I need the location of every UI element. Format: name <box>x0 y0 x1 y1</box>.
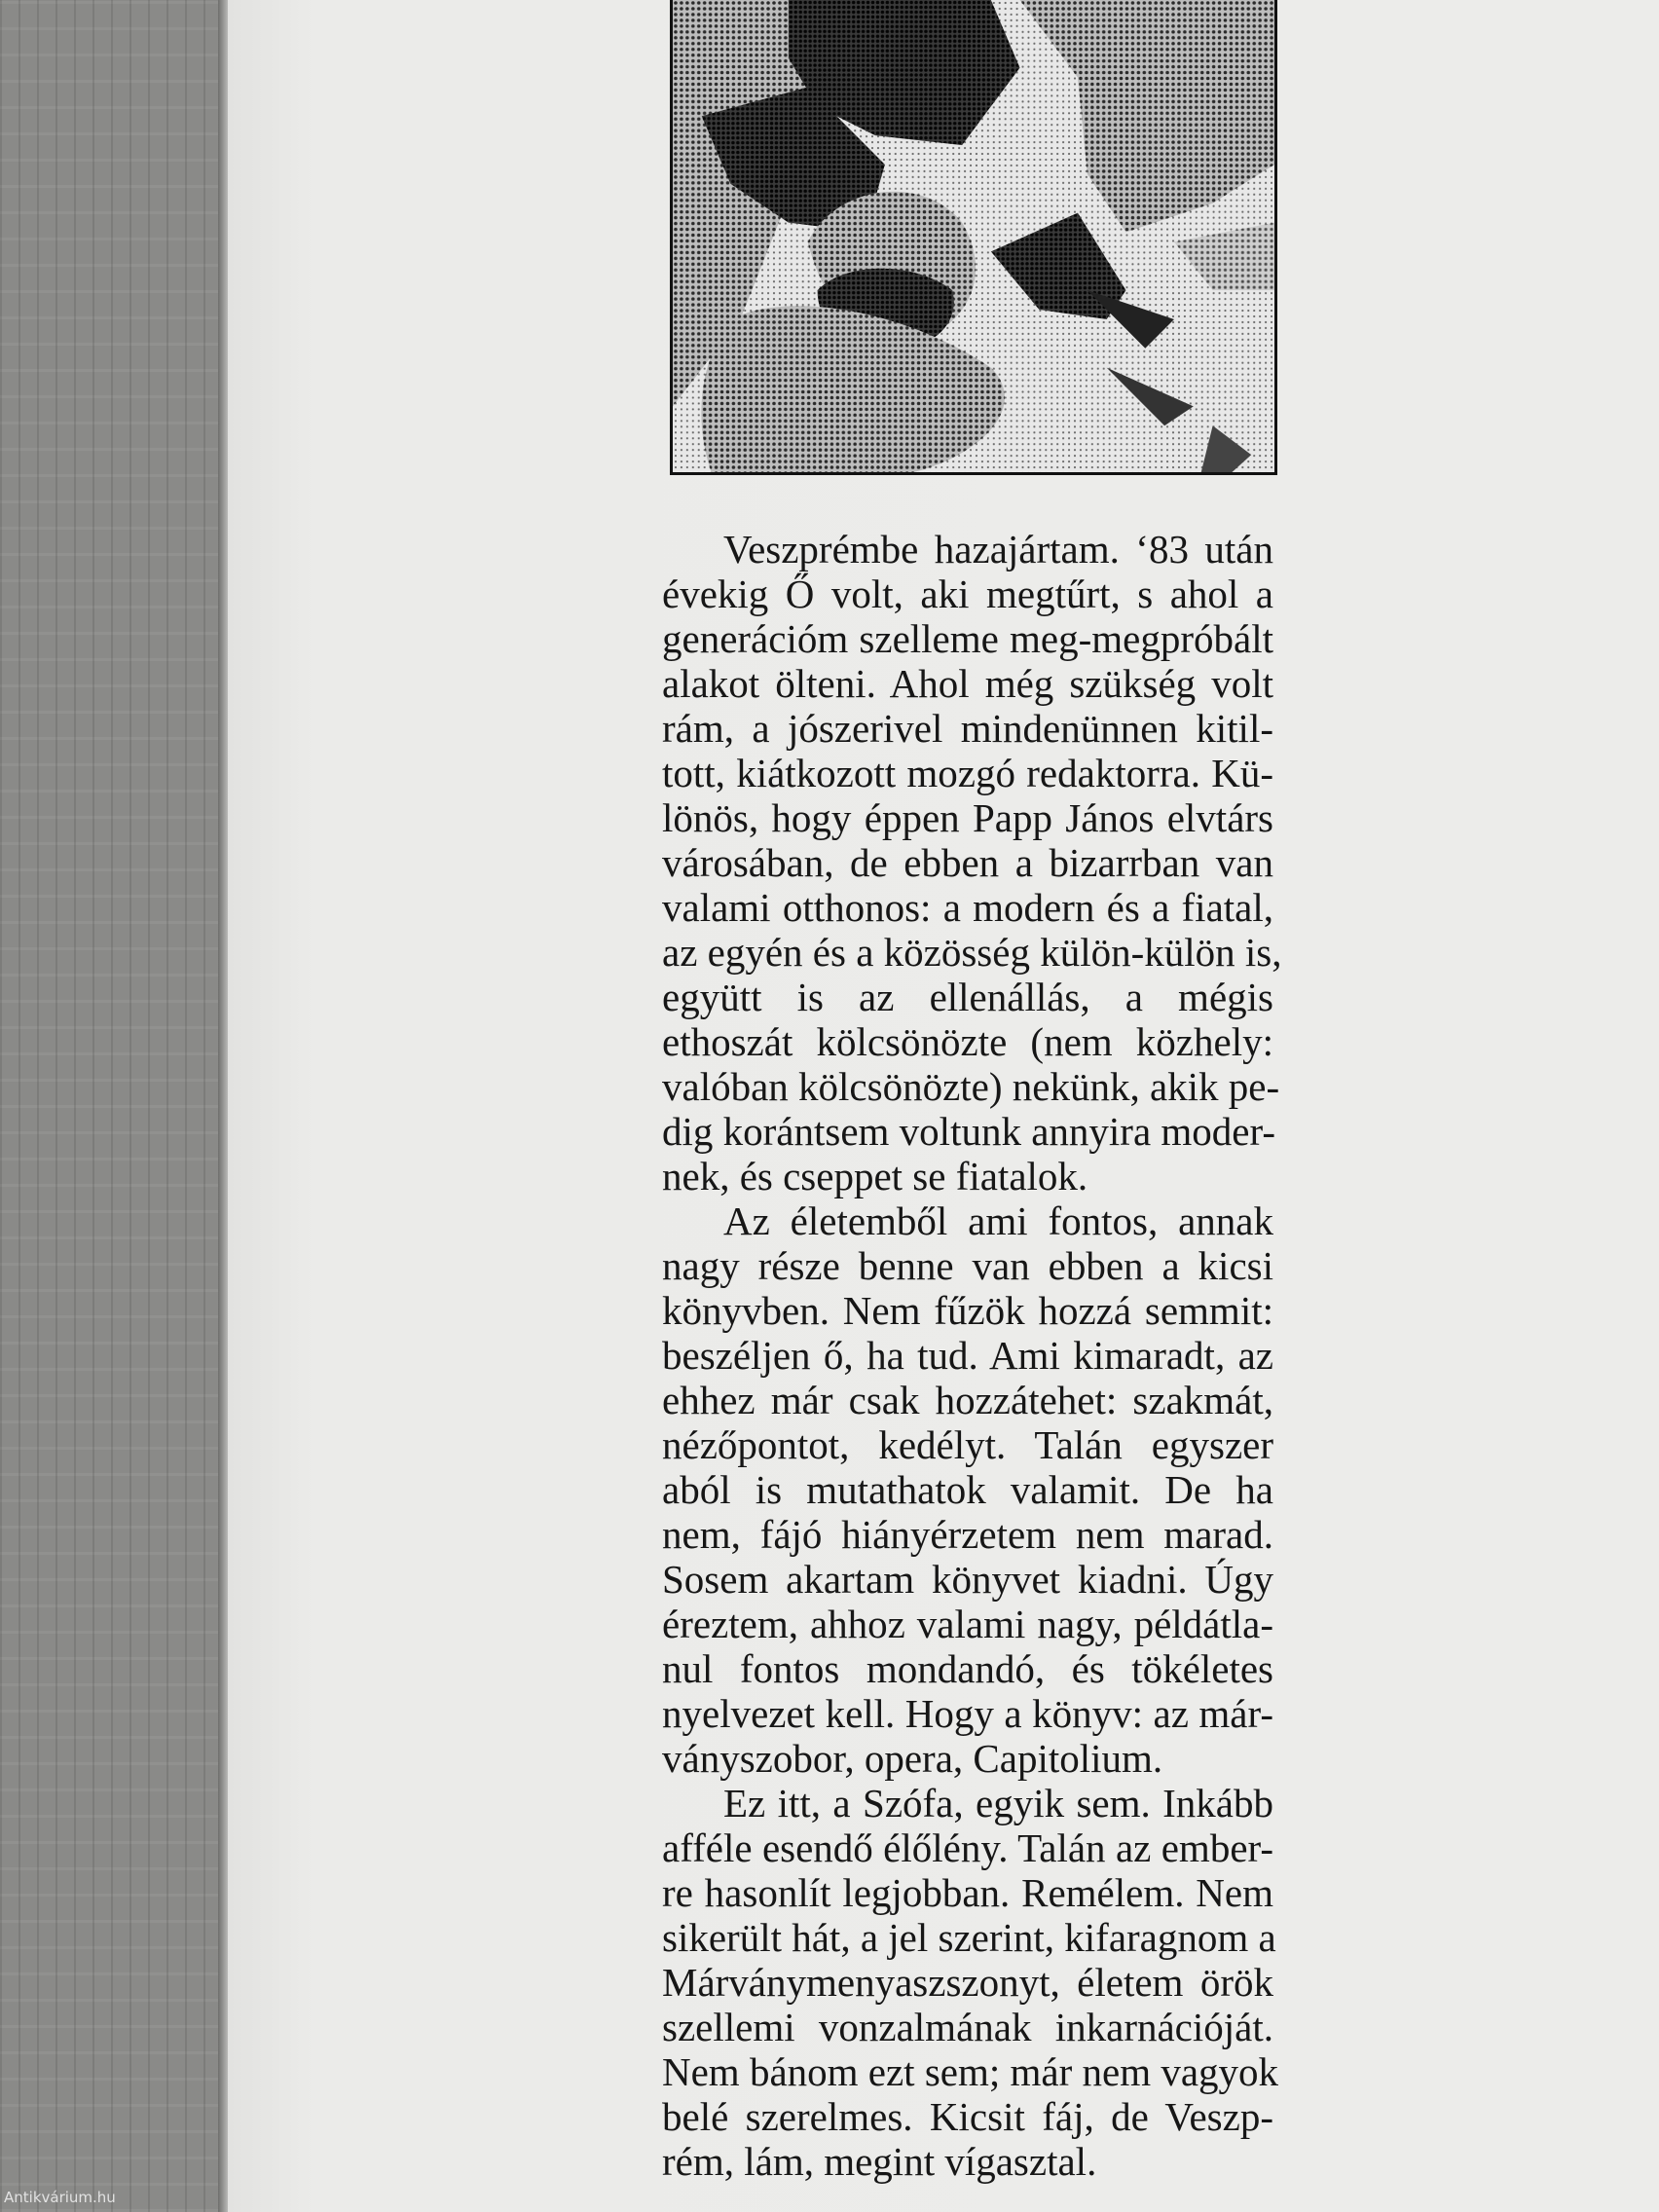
text-line: belé szerelmes. Kicsit fáj, de Veszp- <box>662 2094 1273 2139</box>
text-line: dig korántsem voltunk annyira moder- <box>662 1109 1275 1154</box>
page-edge-shadow <box>218 0 228 2212</box>
text-line: Nem bánom ezt sem; már nem vagyok <box>662 2049 1279 2094</box>
text-line: afféle esendő élőlény. Talán az ember- <box>662 1825 1273 1870</box>
text-line: valami otthonos: a modern és a fiatal, <box>662 885 1273 930</box>
text-line: együtt is az ellenállás, a mégis <box>662 975 1273 1019</box>
text-line: nek, és cseppet se fiatalok. <box>662 1154 1088 1198</box>
text-line: nyelvezet kell. Hogy a könyv: az már- <box>662 1691 1273 1736</box>
text-line: Veszprémbe hazajártam. ‘83 után <box>723 527 1273 571</box>
watermark-text: Antikvárium.hu <box>4 2189 116 2206</box>
text-line: sikerült hát, a jel szerint, kifaragnom a <box>662 1915 1276 1960</box>
book-spine-background <box>0 0 226 2212</box>
text-line: ethoszát kölcsönözte (nem közhely: <box>662 1019 1273 1064</box>
text-line: tott, kiátkozott mozgó redaktorra. Kü- <box>662 751 1273 795</box>
text-line: szellemi vonzalmának inkarnációját. <box>662 2005 1273 2049</box>
text-line: valóban kölcsönözte) nekünk, akik pe- <box>662 1064 1280 1109</box>
text-line: rém, lám, megint vígasztal. <box>662 2139 1097 2184</box>
text-line: re hasonlít legjobban. Remélem. Nem <box>662 1870 1273 1915</box>
text-line: nem, fájó hiányérzetem nem marad. <box>662 1512 1273 1557</box>
text-line: ehhez már csak hozzátehet: szakmát, <box>662 1378 1273 1422</box>
paragraph <box>662 1781 1279 2184</box>
text-line: rám, a jószerivel mindenünnen kitil- <box>662 706 1273 751</box>
text-line: az egyén és a közösség külön-külön is, <box>662 930 1282 975</box>
text-line: aból is mutathatok valamit. De ha <box>662 1467 1273 1512</box>
text-line: Ez itt, a Szófa, egyik sem. Inkább <box>723 1781 1273 1825</box>
body-text-column <box>662 527 1282 2184</box>
text-line: éreztem, ahhoz valami nagy, példátla- <box>662 1602 1273 1646</box>
text-line: városában, de ebben a bizarrban van <box>662 840 1273 885</box>
text-line: alakot ölteni. Ahol még szükség volt <box>662 661 1273 706</box>
text-line: nagy része benne van ebben a kicsi <box>662 1243 1273 1288</box>
text-line: nul fontos mondandó, és tökéletes <box>662 1646 1273 1691</box>
text-line: lönös, hogy éppen Papp János elvtárs <box>662 795 1273 840</box>
text-line: Az életemből ami fontos, annak <box>723 1198 1273 1243</box>
text-line: nézőpontot, kedélyt. Talán egyszer <box>662 1422 1273 1467</box>
text-line: Márványmenyaszszonyt, életem örök <box>662 1960 1273 2005</box>
text-line: könyvben. Nem fűzök hozzá semmit: <box>662 1288 1273 1333</box>
paragraph <box>662 527 1282 1198</box>
text-line: generációm szelleme meg-megpróbált <box>662 616 1273 661</box>
author-portrait-photo <box>670 0 1277 475</box>
text-line: évekig Ő volt, aki megtűrt, s ahol a <box>662 571 1273 616</box>
text-line: Sosem akartam könyvet kiadni. Úgy <box>662 1557 1273 1602</box>
paragraph <box>662 1198 1273 1781</box>
text-line: ványszobor, opera, Capitolium. <box>662 1736 1163 1781</box>
text-line: beszéljen ő, ha tud. Ami kimaradt, az <box>662 1333 1273 1378</box>
